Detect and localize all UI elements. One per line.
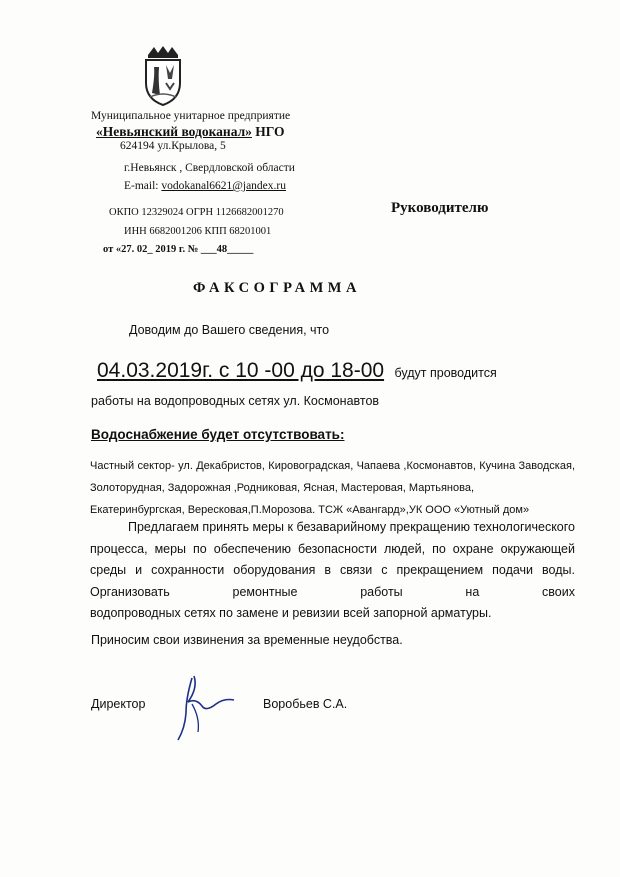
org-line1: Муниципальное унитарное предприятие <box>91 110 291 122</box>
proposal-paragraph <box>90 517 575 625</box>
apology-text: Приносим свои извинения за временные неудобства. <box>91 633 403 647</box>
coat-of-arms-emblem <box>140 45 186 107</box>
email-link[interactable]: vodokanal6621@jandex.ru <box>161 180 286 192</box>
email-label: E-mail: <box>124 180 159 192</box>
recipient: Руководителю <box>391 200 489 216</box>
signer-title: Директор <box>91 697 146 711</box>
org-name <box>96 124 285 140</box>
date-range-suffix: будут проводится <box>394 366 497 380</box>
streets-text-1: Частный сектор- ул. Декабристов, Кировоградская, Чапаева ,Космонавтов, Кучина Заводская, Золоторудная, Задорожная ,Родниковая, Ясная, Мастеровая, Мартьянова, <box>90 460 575 494</box>
org-name-suffix: НГО <box>255 124 285 139</box>
works-line: работы на водопроводных сетях ул. Космонавтов <box>91 394 380 408</box>
doc-date-number: от «27. 02_ 2019 г. № ___48_____ <box>103 244 254 255</box>
org-codes-2: ИНН 6682001206 КПП 68201001 <box>124 226 272 237</box>
proposal-text-1: Предлагаем принять меры к безаварийному прекращению технологического процесса, меры по обеспечению безопасности людей, по охране окружающей среды и сохранности оборудования в связи с прекращением подачи воды. Организовать ремонтные работы на своих <box>90 520 575 599</box>
streets-text-2: Екатеринбургская, Вересковая,П.Морозова. ТСЖ «Авангард»,УК ООО «Уютный дом» <box>90 504 530 516</box>
intro-text: Доводим до Вашего сведения, что <box>129 323 330 337</box>
org-name-text: «Невьянский водоканал» <box>96 124 252 139</box>
date-range: 04.03.2019г. с 10 -00 до 18-00 <box>97 359 385 382</box>
org-codes-1: ОКПО 12329024 ОГРН 1126682001270 <box>109 207 284 218</box>
document-title: ФАКСОГРАММА <box>193 280 361 296</box>
org-city: г.Невьянск , Свердловской области <box>124 162 295 174</box>
date-range-line <box>97 359 497 383</box>
org-address: 624194 ул.Крылова, 5 <box>120 140 226 152</box>
handwritten-signature <box>172 668 242 748</box>
signer-name: Воробьев С.А. <box>263 697 348 711</box>
org-email <box>124 180 286 192</box>
outage-heading: Водоснабжение будет отсутствовать: <box>91 427 345 442</box>
streets-paragraph <box>90 455 575 521</box>
proposal-text-2: водопроводных сетях по замене и ревизии всей запорной арматуры. <box>90 606 492 620</box>
